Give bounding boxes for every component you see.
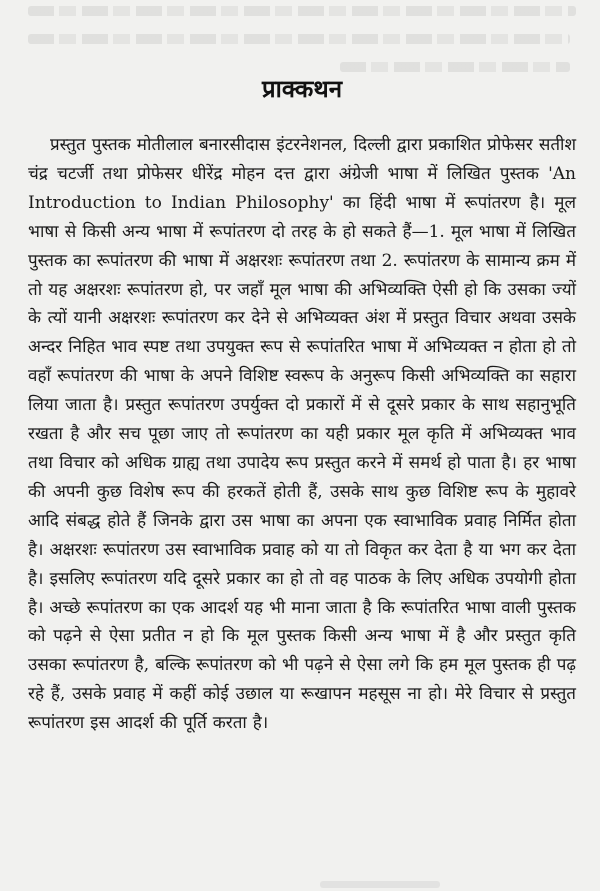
bleed-page-number [320, 881, 440, 888]
page-title: प्राक्कथन [261, 75, 343, 103]
bleed-line [28, 34, 570, 44]
document-page [28, 72, 576, 738]
body-text [28, 131, 576, 738]
paragraph: प्रस्तुत पुस्तक मोतीलाल बनारसीदास इंटरनेशनल, दिल्ली द्वारा प्रकाशित प्रोफेसर सतीश चंद्र चटर्जी तथा प्रोफेसर धीरेंद्र मोहन दत्त द्वारा अंग्रेजी भाषा में लिखित पुस्तक 'An Introduction to Indian Philosophy' का हिंदी भाषा में रूपांतरण है। मूल भाषा से किसी अन्य भाषा में रूपांतरण दो तरह के हो सकते हैं—1. मूल भाषा में लिखित पुस्तक का रूपांतरण की भाषा में अक्षरशः रूपांतरण तथा 2. रूपांतरण के सामान्य क्रम में तो यह अक्षरशः रूपांतरण हो, पर जहाँ मूल भाषा की अभिव्यक्ति ऐसी हो कि उसका ज्यों के त्यों यानी अक्षरशः रूपांतरण कर देने से अभिव्यक्त अंश में प्रस्तुत विचार अथवा उसके अन्दर निहित भाव स्पष्ट तथा उपयुक्त रूप से रूपांतरित भाषा में अभिव्यक्त न होता हो तो वहाँ रूपांतरण की भाषा के अपने विशिष्ट स्वरूप के अनुरूप किसी अभिव्यक्ति का सहारा लिया जाता है। प्रस्तुत रूपांतरण उपर्युक्त दो प्रकारों में से दूसरे प्रकार के साथ सहानुभूति रखता है और सच पूछा जाए तो रूपांतरण का यही प्रकार मूल कृति में अभिव्यक्त भाव तथा विचार को अधिक ग्राह्य तथा उपादेय रूप प्रस्तुत करने में समर्थ हो पाता है। हर भाषा की अपनी कुछ विशेष रूप की हरकतें होती हैं, उसके साथ कुछ विशिष्ट रूप के मुहावरे आदि संबद्ध होते हैं जिनके द्वारा उस भाषा का अपना एक स्वाभाविक प्रवाह निर्मित होता है। अक्षरशः रूपांतरण उस स्वाभाविक प्रवाह को या तो विकृत कर देता है या भग कर देता है। इसलिए रूपांतरण यदि दूसरे प्रकार का हो तो वह पाठक के लिए अधिक उपयोगी होता है। अच्छे रूपांतरण का एक आदर्श यह भी माना जाता है कि रूपांतरित भाषा वाली पुस्तक को पढ़ने से ऐसा प्रतीत न हो कि मूल पुस्तक किसी अन्य भाषा में है और प्रस्तुत कृति उसका रूपांतरण है, बल्कि रूपांतरण को भी पढ़ने से ऐसा लगे कि हम मूल पुस्तक ही पढ़ रहे हैं, उसके प्रवाह में कहीं कोई उछाल या रूखापन महसूस ना हो। मेरे विचार से प्रस्तुत रूपांतरण इस आदर्श की पूर्ति करता है। [28, 135, 576, 734]
bleed-through-text [0, 0, 600, 82]
bleed-line [340, 62, 570, 72]
bleed-line [28, 6, 576, 16]
